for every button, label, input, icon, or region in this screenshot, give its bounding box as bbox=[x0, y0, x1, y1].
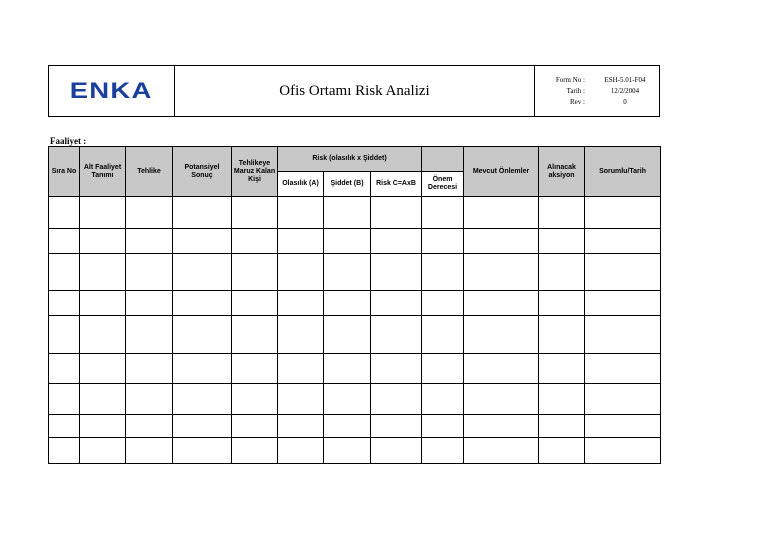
col-olasilik: Olasılık (A) bbox=[278, 172, 324, 197]
col-blank-top bbox=[422, 147, 464, 172]
form-title: Ofis Ortamı Risk Analizi bbox=[175, 66, 535, 116]
meta-rev: Rev : 0 bbox=[570, 98, 627, 106]
table-row bbox=[49, 197, 661, 229]
col-alinacak-aksiyon: Alınacak aksiyon bbox=[539, 147, 585, 197]
col-onem: Önem Derecesi bbox=[422, 172, 464, 197]
col-maruz-kisi: Tehlikeye Maruz Kalan Kişi bbox=[232, 147, 278, 197]
col-alt-faaliyet: Alt Faaliyet Tanımı bbox=[80, 147, 126, 197]
form-meta bbox=[535, 66, 659, 116]
table-row bbox=[49, 415, 661, 438]
col-risk: Risk C=AxB bbox=[371, 172, 422, 197]
col-sira-no: Sıra No bbox=[49, 147, 80, 197]
table-row bbox=[49, 316, 661, 354]
table-row bbox=[49, 291, 661, 316]
table-row bbox=[49, 384, 661, 415]
table-row bbox=[49, 438, 661, 464]
table-row bbox=[49, 229, 661, 254]
meta-form-no: Form No : ESH-5.01-F04 bbox=[555, 76, 646, 84]
col-tehlike: Tehlike bbox=[126, 147, 173, 197]
col-siddet: Şiddet (B) bbox=[324, 172, 371, 197]
col-sorumlu-tarih: Sorumlu/Tarih bbox=[585, 147, 661, 197]
col-mevcut-onlemler: Mevcut Önlemler bbox=[464, 147, 539, 197]
logo-cell bbox=[49, 66, 175, 116]
faaliyet-label: Faaliyet : bbox=[50, 136, 87, 146]
col-risk-group: Risk (olasılık x Şiddet) bbox=[278, 147, 422, 172]
enka-logo: ENKA bbox=[70, 78, 153, 103]
risk-table bbox=[48, 146, 661, 464]
meta-tarih: Tarih : 12/2/2004 bbox=[566, 87, 640, 95]
table-row bbox=[49, 354, 661, 384]
col-potansiyel-sonuc: Potansiyel Sonuç bbox=[173, 147, 232, 197]
table-row bbox=[49, 254, 661, 291]
form-header bbox=[48, 65, 660, 117]
